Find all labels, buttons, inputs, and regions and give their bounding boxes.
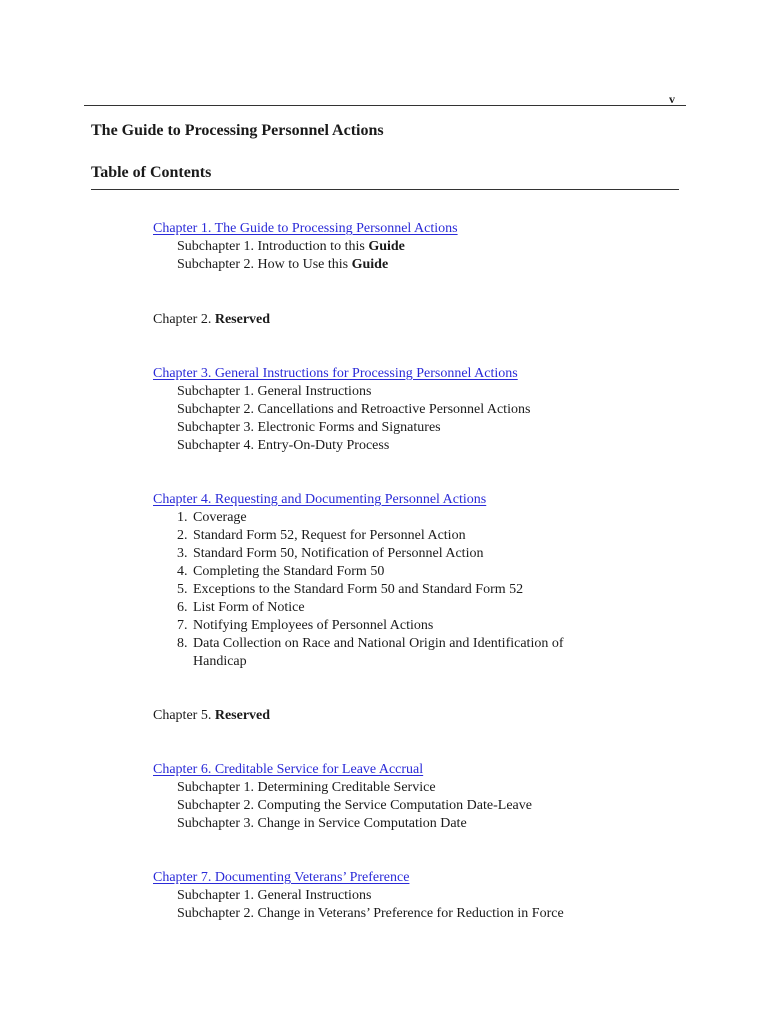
chapter-4-item: 2. Standard Form 52, Request for Personnel Action	[177, 528, 466, 543]
chapter-5-section	[153, 707, 713, 725]
chapter-4-link[interactable]: Chapter 4. Requesting and Documenting Personnel Actions	[153, 492, 487, 507]
chapter-4-item: 1. Coverage	[177, 510, 247, 525]
chapter-4-item: 3. Standard Form 50, Notification of Personnel Action	[177, 546, 484, 561]
chapter-3-subchapter-4: Subchapter 4. Entry-On-Duty Process	[177, 438, 390, 453]
chapter-6-subchapter-1: Subchapter 1. Determining Creditable Service	[177, 780, 436, 795]
chapter-1-link[interactable]: Chapter 1. The Guide to Processing Personnel Actions	[153, 221, 458, 236]
chapter-3-subchapter-1: Subchapter 1. General Instructions	[177, 384, 372, 399]
chapter-4-section	[153, 491, 713, 671]
chapter-4-item: 8. Data Collection on Race and National Origin and Identification of Handicap	[177, 636, 564, 669]
document-title: The Guide to Processing Personnel Actions	[91, 122, 384, 139]
chapter-6-section	[153, 761, 713, 833]
chapter-1-subchapter-1: Subchapter 1. Introduction to this Guide	[177, 239, 405, 254]
chapter-4-item: 5. Exceptions to the Standard Form 50 and Standard Form 52	[177, 582, 524, 597]
chapter-3-subchapter-2: Subchapter 2. Cancellations and Retroactive Personnel Actions	[177, 402, 531, 417]
header-rule	[84, 105, 686, 106]
chapter-1-section	[153, 220, 713, 274]
chapter-7-subchapter-2: Subchapter 2. Change in Veterans’ Preference for Reduction in Force	[177, 906, 564, 921]
chapter-4-item: 7. Notifying Employees of Personnel Actions	[177, 618, 434, 633]
chapter-6-link[interactable]: Chapter 6. Creditable Service for Leave Accrual	[153, 762, 424, 777]
chapter-1-subchapter-2: Subchapter 2. How to Use this Guide	[177, 257, 389, 272]
chapter-2-section	[153, 311, 713, 329]
chapter-4-item: 4. Completing the Standard Form 50	[177, 564, 385, 579]
chapter-3-link[interactable]: Chapter 3. General Instructions for Processing Personnel Actions	[153, 366, 518, 381]
page-number: v	[669, 92, 675, 106]
toc-rule	[91, 189, 679, 190]
chapter-7-link[interactable]: Chapter 7. Documenting Veterans’ Preference	[153, 870, 410, 885]
chapter-3-section	[153, 365, 713, 455]
chapter-5-entry: Chapter 5. Reserved	[153, 708, 271, 723]
chapter-6-subchapter-3: Subchapter 3. Change in Service Computation Date	[177, 816, 467, 831]
chapter-2-entry: Chapter 2. Reserved	[153, 312, 271, 327]
chapter-7-section	[153, 869, 713, 923]
chapter-6-subchapter-2: Subchapter 2. Computing the Service Computation Date-Leave	[177, 798, 532, 813]
toc-heading: Table of Contents	[91, 164, 212, 181]
chapter-7-subchapter-1: Subchapter 1. General Instructions	[177, 888, 372, 903]
chapter-4-item: 6. List Form of Notice	[177, 600, 305, 615]
chapter-3-subchapter-3: Subchapter 3. Electronic Forms and Signatures	[177, 420, 441, 435]
